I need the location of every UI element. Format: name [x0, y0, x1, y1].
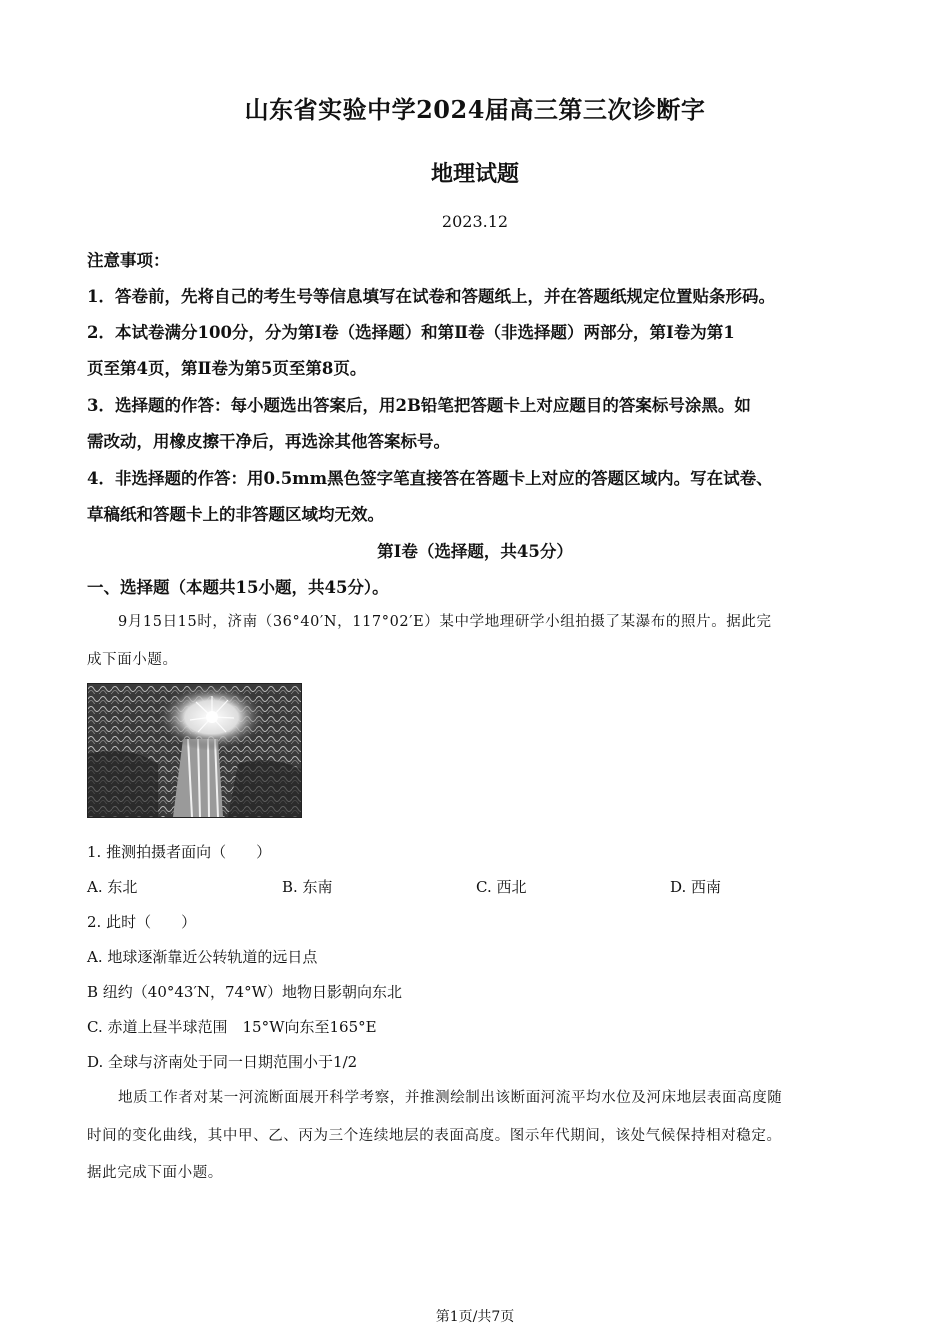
passage-line: 成下面小题。 [87, 652, 178, 668]
question-stem: 2. 此时（ ） [87, 913, 197, 931]
option-c: C. 赤道上昼半球范围 15°W向东至165°E [87, 1018, 377, 1036]
option-d: D. 西南 [670, 878, 722, 896]
notice-label: 注意事项： [87, 251, 170, 270]
option-c: C. 西北 [476, 878, 527, 896]
notice-line: 需改动，用橡皮擦干净后，再选涂其他答案标号。 [87, 432, 450, 451]
passage-line: 9月15日15时，济南（36°40′N，117°02′E）某中学地理研学小组拍摄了某瀑布的照片。据此完 [118, 614, 772, 630]
option-a: A. 东北 [87, 878, 138, 896]
page-subtitle: 地理试题 [430, 161, 519, 187]
waterfall-photo [87, 683, 302, 818]
passage-line: 据此完成下面小题。 [87, 1165, 223, 1181]
question-stem: 1. 推测拍摄者面向（ ） [87, 843, 272, 861]
notice-line: 页至第4页，第Ⅱ卷为第5页至第8页。 [87, 359, 367, 378]
option-b: B 纽约（40°43′N，74°W）地物日影朝向东北 [87, 983, 403, 1001]
passage-line: 时间的变化曲线，其中甲、乙、丙为三个连续地层的表面高度。图示年代期间，该处气候保持相对稳定。 [87, 1128, 782, 1144]
notice-line: 1．答卷前，先将自己的考生号等信息填写在试卷和答题纸上，并在答题纸规定位置贴条形码。 [87, 287, 775, 306]
notice-line: 草稿纸和答题卡上的非答题区域均无效。 [87, 505, 384, 524]
passage-line: 地质工作者对某一河流断面展开科学考察，并推测绘制出该断面河流平均水位及河床地层表面高度随 [118, 1090, 783, 1106]
page-number: 第1页/共7页 [435, 1309, 515, 1325]
notice-line: 4．非选择题的作答：用0.5mm黑色签字笔直接答在答题卡上对应的答题区域内。写在试卷、 [87, 469, 773, 488]
notice-line: 3．选择题的作答：每小题选出答案后，用2B铅笔把答题卡上对应题目的答案标号涂黑。如 [87, 396, 751, 415]
part-title: 第Ⅰ卷（选择题，共45分） [377, 542, 573, 561]
section-title: 一、选择题（本题共15小题，共45分）。 [87, 578, 389, 597]
option-d: D. 全球与济南处于同一日期范围小于1/2 [87, 1053, 358, 1071]
page-title: 山东省实验中学2024届高三第三次诊断字 [244, 95, 706, 124]
option-b: B. 东南 [282, 878, 333, 896]
option-a: A. 地球逐渐靠近公转轨道的远日点 [87, 948, 318, 966]
exam-date: 2023.12 [441, 212, 509, 231]
notice-line: 2．本试卷满分100分，分为第Ⅰ卷（选择题）和第Ⅱ卷（非选择题）两部分，第Ⅰ卷为第1 [87, 323, 735, 342]
